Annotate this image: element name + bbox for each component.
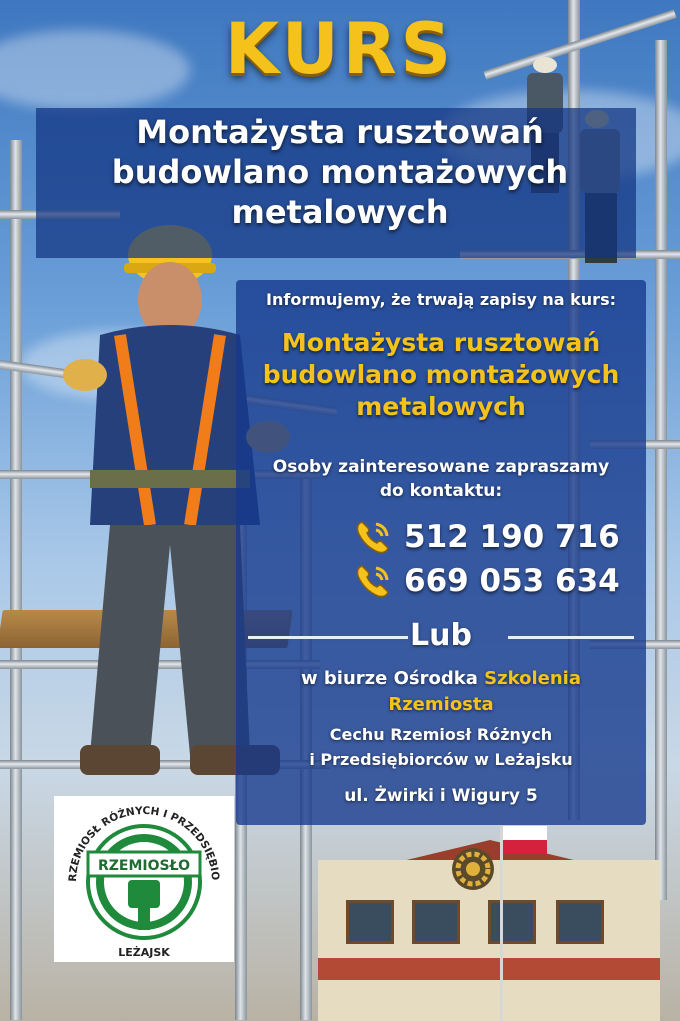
phone-row[interactable] (352, 516, 620, 558)
intro-text: Informujemy, że trwają zapisy na kurs: (266, 290, 616, 309)
office-line: Cechu Rzemiosł Różnych (329, 725, 553, 744)
flag (503, 840, 547, 854)
contact-invite-line: do kontaktu: (379, 481, 503, 501)
course-name-line: Montażysta rusztowań (281, 328, 601, 357)
course-name-line: metalowych (356, 392, 526, 421)
phone-icon (352, 560, 394, 602)
contact-invite-line: Osoby zainteresowane zapraszamy (272, 457, 610, 477)
office-line-highlight: Szkolenia (484, 668, 581, 689)
logo-ring-text: RZEMIOSŁ RÓŻNYCH I PRZEDSIĘBIO (66, 804, 222, 883)
office-line: w biurze Ośrodka (301, 668, 478, 689)
course-name (236, 327, 646, 423)
building-awning (318, 958, 660, 980)
office-details (236, 722, 646, 772)
course-title-line: budowlano montażowych (111, 153, 569, 191)
office-line-highlight: Rzemiosta (388, 694, 494, 715)
phone-number[interactable]: 669 053 634 (404, 563, 620, 599)
phone-number[interactable]: 512 190 716 (404, 519, 620, 555)
gear-emblem-icon (450, 846, 496, 892)
building-window (556, 900, 604, 944)
or-label: Lub (410, 618, 472, 653)
guild-logo (54, 796, 234, 962)
office-info (236, 666, 646, 718)
building-window (346, 900, 394, 944)
building-window (412, 900, 460, 944)
logo-bottom-text: LEŻAJSK (118, 946, 170, 959)
scaffold-pole (655, 40, 667, 900)
course-title-line: Montażysta rusztowań (136, 113, 544, 151)
course-title (40, 112, 640, 232)
course-name-line: budowlano montażowych (262, 360, 620, 389)
guild-logo-graphic (54, 796, 234, 962)
contact-invite (236, 455, 646, 503)
flagpole (500, 826, 503, 1021)
course-title-line: metalowych (231, 193, 449, 231)
phone-row[interactable] (352, 560, 620, 602)
office-line: i Przedsiębiorców w (309, 750, 489, 769)
building-window (488, 900, 536, 944)
address: ul. Żwirki i Wigury 5 (344, 786, 538, 806)
headline: KURS (224, 8, 456, 90)
logo-center-text: RZEMIOSŁO (97, 858, 191, 874)
flag (503, 826, 547, 840)
office-place: Leżajsku (494, 750, 573, 769)
phone-icon (352, 516, 394, 558)
